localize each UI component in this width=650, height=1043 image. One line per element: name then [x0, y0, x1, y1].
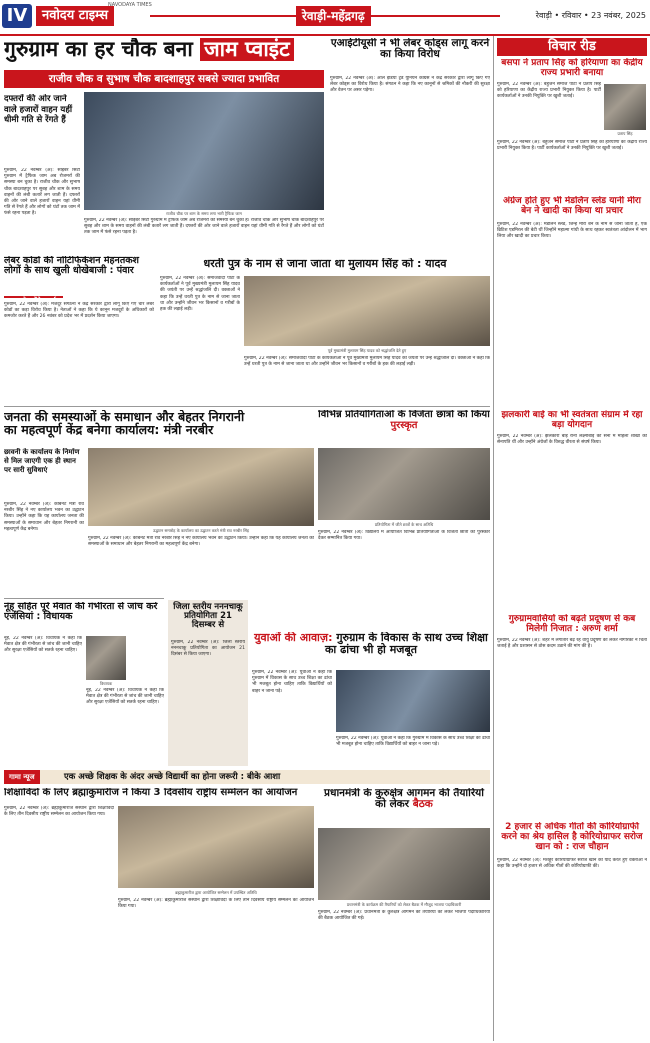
edition-label: रेवाड़ी-महेंद्रगढ़ [296, 6, 371, 26]
vichar-body-continued: गुरुग्राम, 22 नवम्बर (अ): बहुजन समाज पार्टी ने प्रताप सिंह को हरियाणा का केंद्रीय राज्य प्रभारी नियुक्त किया है। पार्टी कार्यकर्ताओं ने उनकी नियुक्ति पर खुशी जताई। [497, 140, 647, 152]
competition-photo [318, 448, 490, 520]
sports-headline: जिला स्तरीय नननचाकू प्रतियोगिता 21 दिसम्बर से [173, 602, 243, 630]
vichar-photo [604, 84, 646, 130]
brahma-body: गुरुग्राम, 22 नवम्बर (अ): ब्रह्माकुमारीज संस्थान द्वारा शिक्षाविदों के लिए तीन दिवसीय राष्ट्रीय सम्मेलन का आयोजन किया गया। [4, 806, 114, 818]
mewat-body: नूंह, 22 नवम्बर (अ): विधायक ने कहा कि मेवात क्षेत्र की गंभीरता से जांच की जानी चाहिए और सुरक्षा एजेंसियों को सतर्क रहना चाहिए। [4, 636, 82, 654]
lead-side-question: दफ्तरों की ओर जाने वाले हजारों वाहन यहीं धीमी गति से रेंगते हैं [4, 94, 73, 125]
pm-photo-caption: प्रधानमंत्री के कार्यक्रम की तैयारियों को लेकर बैठक में मौजूद भाजपा पदाधिकारी [346, 902, 462, 907]
karyalaya-headline [4, 410, 314, 444]
teacher-banner-text: एक अच्छे शिक्षक के अंदर अच्छे विद्यार्थी का होना जरूरी : बीके आशा [64, 772, 281, 782]
sports-box [168, 600, 248, 766]
mulayam-body: गुरुग्राम, 22 नवम्बर (अ): समाजवादी पार्टी के कार्यकर्ताओं ने पूर्व मुख्यमंत्री मुलायम सिंह यादव की जयंती पर उन्हें श्रद्धांजलि दी। वक्ताओं ने कहा कि उन्हें धरती पुत्र के नाम से जाना जाता था और उन्होंने जीवन भर किसानों व गरीबों के हक की लड़ाई लड़ी। [160, 276, 240, 313]
angrej-body: गुरुग्राम, 22 नवम्बर (अ): मेडलिन स्लेड, जिन्हें मीरा बेन के नाम से जाना जाता है, एक ब्रिटिश एडमिरल की बेटी थीं जिन्होंने महात्मा गांधी के साथ रहकर स्वतंत्रता आंदोलन में भाग लिया और खादी का प्रचार किया। [497, 222, 647, 240]
pm-headline-highlight: बैठक [412, 798, 433, 811]
lead-headline [4, 38, 324, 68]
paper-logo: नवोदय टाइम्स [36, 6, 114, 26]
competition-headline-highlight: पुरस्कृत [390, 419, 418, 431]
geet-body: गुरुग्राम, 22 नवम्बर (अ): मशहूर कोरियोग्राफर सरोज खान को याद करते हुए वक्ताओं ने कहा कि उन्होंने दो हजार से अधिक गीतों की कोरियोग्राफी की। [497, 858, 647, 870]
vichar-photo-caption: प्रताप सिंह [617, 131, 633, 136]
jhalkari-headline: झलकारी बाई का भी स्वतंत्रता संग्राम में रहा बड़ा योगदान [501, 410, 643, 430]
competition-photo-caption: प्रतियोगिता में जीते छात्रों के साथ अतिथि [374, 522, 434, 527]
lead-photo [84, 92, 324, 210]
youth-headline-prefix: युवाओं की आवाज़: [254, 632, 333, 644]
sports-body: गुरुग्राम, 22 नवम्बर (अ): जिला स्तरीय नननचाकू प्रतियोगिता का आयोजन 21 दिसंबर से किया जाएगा। [171, 640, 245, 658]
mewat-photo-caption: विधायक [99, 681, 113, 686]
karyalaya-headline-line1: जनता की समस्याओं के समाधान और बेहतर निगरानी [4, 410, 245, 424]
mewat-headline: नूंह सहित पूरे मेवात की गंभीरता से जांच करें एजेंसियां : विधायक [4, 602, 158, 622]
teacher-banner [4, 770, 490, 784]
brahma-photo [118, 806, 314, 888]
divider-mewat [4, 598, 164, 599]
vichar-body: गुरुग्राम, 22 नवम्बर (अ): बहुजन समाज पार्टी ने प्रताप सिंह को हरियाणा का केंद्रीय राज्य प्रभारी नियुक्त किया है। पार्टी कार्यकर्ताओं ने उनकी नियुक्ति पर खुशी जताई। [497, 82, 601, 100]
pm-body: गुरुग्राम, 22 नवम्बर (अ): प्रधानमंत्री के कुरुक्षेत्र आगमन की तैयारियों को लेकर भाजपा पदाधिकारियों की बैठक आयोजित की गई। [318, 910, 490, 922]
mulayam-photo [244, 276, 490, 346]
labour-tag-row [4, 288, 154, 298]
brahma-body-continued: गुरुग्राम, 22 नवम्बर (अ): ब्रह्माकुमारीज संस्थान द्वारा शिक्षाविदों के लिए तीन दिवसीय राष्ट्रीय सम्मेलन का आयोजन किया गया। [118, 898, 314, 910]
page-number: IV [2, 4, 32, 28]
lead-body-continued: गुरुग्राम, 22 नवम्बर (अ): साइबर सिटी गुरुग्राम में ट्रैफिक जाम अब रोजमर्रा की समस्या बन चुका है। राजीव चौक और सुभाष चौक बादशाहपुर पर सुबह और शाम के समय वाहनों की लंबी कतारें लग जाती हैं। दफ्तरों की ओर जाने वाले हजारों वाहन यहां धीमी गति से रेंगते हैं और लोगों को घंटों तक जाम में फंसे रहना पड़ता है। [84, 218, 324, 236]
aituc-headline: एआईटीयूसी ने भी लेबर कोड्स लागू करने का किया विरोध [330, 38, 490, 61]
youth-body: गुरुग्राम, 22 नवम्बर (अ): युवाओं ने कहा कि गुरुग्राम में विकास के साथ उच्च शिक्षा का ढांचा भी मजबूत होना चाहिए ताकि विद्यार्थियों को बाहर न जाना पड़े। [252, 670, 332, 694]
sidebar-divider [493, 36, 494, 1041]
brahma-headline: शिक्षाविदों के लिए ब्रह्माकुमारीज ने किया 3 दिवसीय राष्ट्रीय सम्मेलन का आयोजन [4, 788, 298, 798]
mulayam-photo-caption: पूर्व मुख्यमंत्री मुलायम सिंह यादव को श्रद्धांजलि देते हुए [327, 348, 407, 353]
date-line: रेवाड़ी • रविवार • 23 नवंबर, 2025 [535, 11, 646, 20]
lead-photo-caption: राजीव चौक पर शाम के समय लगा भारी ट्रैफिक जाम [166, 211, 242, 216]
youth-headline-text: गुरुग्राम के विकास के साथ उच्च शिक्षा का ढांचा भी हो मजबूत [324, 632, 488, 656]
competition-body: गुरुग्राम, 22 नवम्बर (अ): विद्यालय में आयोजित विभिन्न प्रतियोगिताओं के विजेता छात्रों को पुरस्कार देकर सम्मानित किया गया। [318, 530, 490, 542]
labour-body: गुरुग्राम, 22 नवम्बर (अ): मजदूर संगठनों ने केंद्र सरकार द्वारा लागू किए गए चार लेबर कोडों का कड़ा विरोध किया है। नेताओं ने कहा कि ये कानून मजदूरों के अधिकारों को कमजोर करते हैं और 26 नवंबर को प्रदेश भर में प्रदर्शन किया जाएगा। [4, 302, 154, 320]
pm-headline-text: प्रधानमंत्री के कुरुक्षेत्र आगमन की तैयारियों को लेकर [324, 788, 484, 811]
youth-photo [336, 670, 490, 732]
angrej-headline: अंग्रेज होते हुए भी मेडलिन स्लेड यानी मीरा बेन ने खादी का किया था प्रचार [503, 196, 641, 216]
mulayam-body-continued: गुरुग्राम, 22 नवम्बर (अ): समाजवादी पार्टी के कार्यकर्ताओं ने पूर्व मुख्यमंत्री मुलायम सिंह यादव की जयंती पर उन्हें श्रद्धांजलि दी। वक्ताओं ने कहा कि उन्हें धरती पुत्र के नाम से जाना जाता था और उन्होंने जीवन भर किसानों व गरीबों के हक की लड़ाई लड़ी। [244, 356, 490, 368]
divider-karyalaya [4, 406, 490, 407]
brahma-photo-caption: ब्रह्माकुमारीज द्वारा आयोजित सम्मेलन में उपस्थित अतिथि [175, 890, 257, 895]
geet-headline: 2 हजार से अधिक गीतों की कोरियोग्राफी करने का श्रेय हासिल है कोरियोग्राफर सरोज खान को : राज चौहान [501, 822, 643, 852]
pm-photo [318, 828, 490, 900]
mulayam-headline: धरती पुत्र के नाम से जाना जाता था मुलायम सिंह को : यादव [203, 258, 447, 270]
aituc-body: गुरुग्राम, 22 नवम्बर (अ): ऑल इंडिया ट्रेड यूनियन कांग्रेस ने केंद्र सरकार द्वारा लागू किए गए लेबर कोड्स का विरोध किया है। संगठन ने कहा कि नए कानूनों से श्रमिकों की नौकरी की सुरक्षा और वेतन पर असर पड़ेगा। [330, 76, 490, 94]
karyalaya-photo [88, 448, 314, 526]
jhalkari-body: गुरुग्राम, 22 नवम्बर (अ): झलकारी बाई रानी लक्ष्मीबाई की सेना में महिला शाखा की सेनापति थीं और उन्होंने अंग्रेजों के विरुद्ध वीरता से संघर्ष किया। [497, 434, 647, 446]
lead-subhead: राजीव चौक व सुभाष चौक बादशाहपुर सबसे ज्यादा प्रभावित [4, 70, 324, 88]
lead-body: गुरुग्राम, 22 नवम्बर (अ): साइबर सिटी गुरुग्राम में ट्रैफिक जाम अब रोजमर्रा की समस्या बन चुका है। राजीव चौक और सुभाष चौक बादशाहपुर पर सुबह और शाम के समय वाहनों की लंबी कतारें लग जाती हैं। दफ्तरों की ओर जाने वाले हजारों वाहन यहां धीमी गति से रेंगते हैं और लोगों को घंटों तक जाम में फंसे रहना पड़ता है। [4, 168, 80, 217]
pollution-body: गुरुग्राम, 22 नवम्बर (अ): शहर में लगातार बढ़ रहे वायु प्रदूषण को लेकर नागरिकों ने चिंता जताई है और प्रशासन से ठोस कदम उठाने की मांग की है। [497, 638, 647, 650]
pollution-headline: गुरुग्रामवासियों को बढ़ते प्रदूषण से कब मिलेगी निजात : अरुण शर्मा [508, 614, 636, 634]
vichar-section-head: विचार रीड [497, 38, 647, 56]
mewat-body-continued: नूंह, 22 नवम्बर (अ): विधायक ने कहा कि मेवात क्षेत्र की गंभीरता से जांच की जानी चाहिए और सुरक्षा एजेंसियों को सतर्क रहना चाहिए। [86, 688, 164, 706]
karyalaya-side-point: छावनी के कार्यालय के निर्माण से मिल जाएगी एक ही स्थान पर सारी सुविधाएं [4, 448, 80, 474]
mewat-photo [86, 636, 126, 680]
labour-tag [4, 296, 63, 298]
paper-small-tag: NAVODAYA TIMES [108, 2, 152, 8]
karyalaya-body-continued: गुरुग्राम, 22 नवम्बर (अ): कैबिनेट मंत्री राव नरबीर सिंह ने नए कार्यालय भवन का उद्घाटन किया। उन्होंने कहा कि यह कार्यालय जनता की समस्याओं के समाधान और बेहतर निगरानी का महत्वपूर्ण केंद्र बनेगा। [88, 536, 314, 548]
karyalaya-photo-caption: उद्घाटन समारोह के कार्यालय का उद्घाटन करते मंत्री राव नरबीर सिंह [153, 528, 249, 533]
vichar-headline: बसपा ने प्रताप सिंह को हरियाणा का केंद्रीय राज्य प्रभारी बनाया [501, 58, 643, 78]
youth-body-continued: गुरुग्राम, 22 नवम्बर (अ): युवाओं ने कहा कि गुरुग्राम में विकास के साथ उच्च शिक्षा का ढांचा भी मजबूत होना चाहिए ताकि विद्यार्थियों को बाहर न जाना पड़े। [336, 736, 490, 748]
masthead [0, 0, 650, 34]
competition-headline [318, 410, 490, 444]
karyalaya-headline-line2: का महत्वपूर्ण केंद्र बनेगा कार्यालय: मंत्री नरबीर [4, 422, 214, 438]
lead-headline-text: गुरुग्राम का हर चौक बना [4, 38, 193, 61]
competition-headline-text: विभिन्न प्रतियोगिताओं के विजेता छात्रों को किया [318, 410, 490, 420]
masthead-divider [0, 34, 650, 36]
karyalaya-body: गुरुग्राम, 22 नवम्बर (अ): कैबिनेट मंत्री राव नरबीर सिंह ने नए कार्यालय भवन का उद्घाटन किया। उन्होंने कहा कि यह कार्यालय जनता की समस्याओं के समाधान और बेहतर निगरानी का महत्वपूर्ण केंद्र बनेगा। [4, 502, 84, 532]
lead-headline-highlight: जाम प्वाइंट [200, 38, 294, 61]
pm-headline [318, 788, 490, 824]
labour-headline: लेबर कोडों की नोटिफिकेशन मेहनतकश लोगों के साथ खुली धोखेबाजी : पंवार [4, 256, 140, 276]
youth-headline [252, 632, 490, 666]
teacher-banner-tag: गामा न्यूज [4, 770, 40, 784]
